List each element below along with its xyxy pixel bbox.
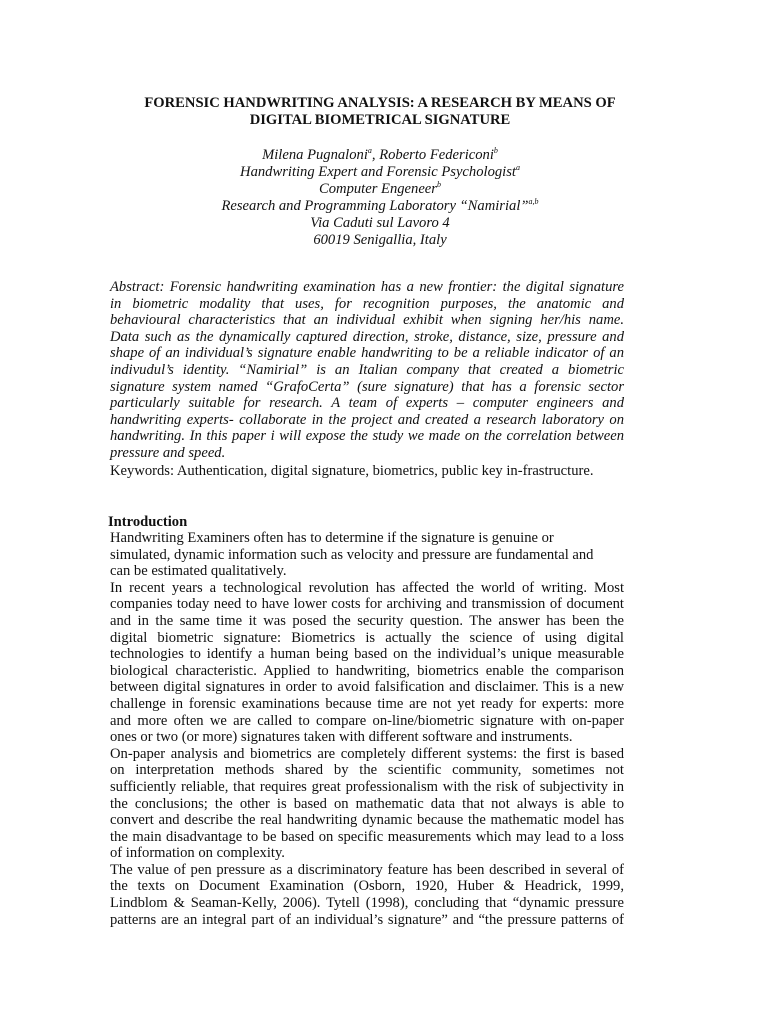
affiliation-lab [110,198,650,215]
abstract-line: particularly suitable for research. A team of experts – computer engineers and [110,395,624,412]
abstract-line: signature system named “GrafoCerta” (sure signature) that has a forensic sector [110,378,624,395]
author-names [110,147,650,164]
affiliation-marker: a,b [528,197,539,206]
body-line: patterns are an integral part of an individual’s signature” and “the pressure patterns of [110,911,624,928]
title-line: DIGITAL BIOMETRICAL SIGNATURE [249,112,511,128]
abstract-line: indivudul’s identity. “Namirial” is an Italian company that created a biometric [110,361,624,378]
body-line: On-paper analysis and biometrics are completely different systems: the first is based [110,745,624,762]
body-line: between digital signatures in order to avoid falsification and disclaimer. This is a new [110,679,624,696]
body-line: sufficiently reliable, that requires great professionalism with the risk of subjectivity in [110,778,624,795]
body-line: The value of pen pressure as a discriminatory feature has been described in several of [110,861,624,878]
section-heading-introduction: Introduction [108,514,188,530]
body-line: and more often we are called to compare on-line/biometric signature with on-paper [110,712,624,729]
introduction-body [110,530,624,928]
author-name: Milena Pugnaloni [262,147,368,163]
body-line: biological characteristic. Applied to handwriting, biometrics enable the comparison [110,662,624,679]
body-line: Lindblom & Seaman-Kelly, 2006). Tytell (1998), concluding that “dynamic pressure [110,895,624,912]
body-line: the conclusions; the other is based on mathematic data that not always is able to [110,795,624,812]
body-line: the main disadvantage to be based on specific measurements which may lead to a loss [110,828,624,845]
author-block [110,145,650,249]
author-separator: , [371,147,380,163]
body-line: ones or two (or more) signatures taken with different software and instruments. [110,729,573,746]
title-line: FORENSIC HANDWRITING ANALYSIS: A RESEARCH BY MEANS OF [144,95,616,111]
abstract-line: Data such as the dynamically captured direction, stroke, distance, size, pressure and [110,328,624,345]
body-line: technologies to identify a human being based on the individual’s unique measurable [110,646,624,663]
body-line: can be estimated qualitatively. [110,563,287,580]
abstract-line: in biometric modality that uses, for recognition purposes, the anatomic and [110,295,624,312]
abstract [110,279,624,462]
affiliation-city: 60019 Senigallia, Italy [313,232,447,248]
body-line: In recent years a technological revolution has affected the world of writing. Most [110,579,624,596]
abstract-line: pressure and speed. [110,444,226,461]
role-text: Computer Engeneer [319,181,437,197]
body-line: companies today need to have lower costs for archiving and transmission of document [110,596,624,613]
body-line: Handwriting Examiners often has to determine if the signature is genuine or [110,530,554,546]
abstract-line: handwriting experts- collaborate in the project and created a research laboratory on [110,411,624,428]
author-role [110,164,650,181]
paper-title [100,95,660,129]
body-line: the texts on Document Examination (Osborn, 1920, Huber & Headrick, 1999, [110,878,624,895]
author-name: Roberto Federiconi [379,147,494,163]
abstract-line: handwriting. In this paper i will expose the study we made on the correlation between [110,428,624,445]
affiliation-marker: b [493,146,498,155]
affiliation-marker: a [367,146,372,155]
body-line: on interpretation methods shared by the scientific community, sometimes not [110,762,624,779]
affiliation-street: Via Caduti sul Lavoro 4 [310,215,450,231]
abstract-line: Abstract: Forensic handwriting examination has a new frontier: the digital signature [110,279,624,295]
lab-text: Research and Programming Laboratory “Namirial” [221,198,529,214]
abstract-line: behavioural characteristics that an individual exhibit when signing her/his name. [110,312,624,329]
role-text: Handwriting Expert and Forensic Psychologist [240,164,516,180]
body-line: challenge in forensic examinations because time are not yet ready for experts: more [110,695,624,712]
affiliation-marker: b [436,180,441,189]
author-role [110,181,650,198]
body-line: of information on complexity. [110,845,285,862]
body-line: digital biometric signature: Biometrics is actually the science of using digital [110,629,624,646]
body-line: simulated, dynamic information such as velocity and pressure are fundamental and [110,546,594,563]
body-line: and in the same time it was posed the security question. The answer has been the [110,612,624,629]
keywords: Keywords: Authentication, digital signature, biometrics, public key in-frastructure. [110,463,594,479]
abstract-line: shape of an individual’s signature enable handwriting to be a reliable indicator of an [110,345,624,362]
body-line: convert and describe the real handwriting dynamic because the mathematic model has [110,812,624,829]
affiliation-marker: a [515,163,520,172]
